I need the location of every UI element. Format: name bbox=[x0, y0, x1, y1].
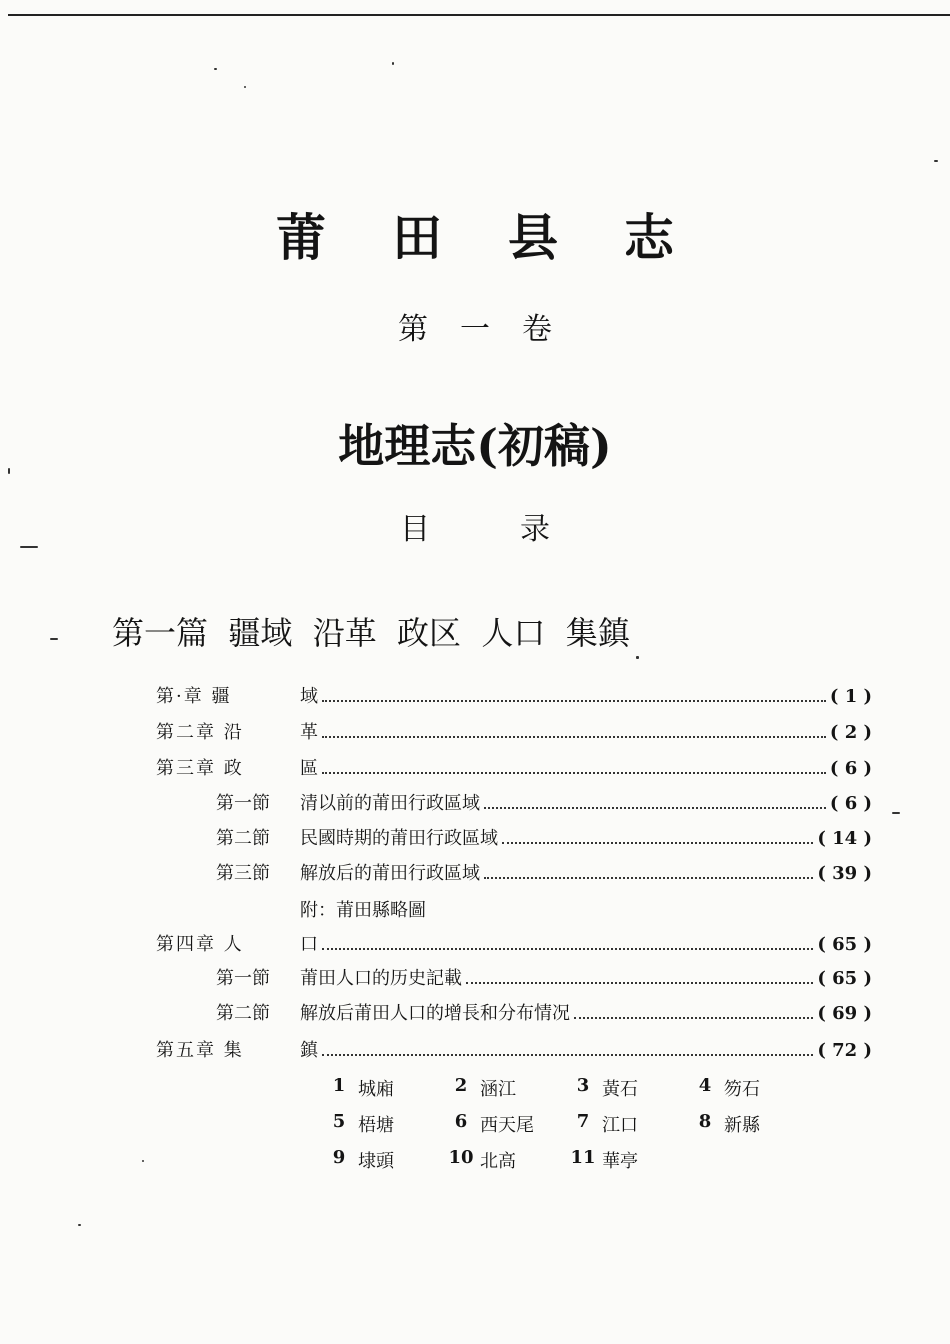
town-item bbox=[442, 1075, 564, 1101]
dot-leader bbox=[322, 934, 813, 950]
dot-leader bbox=[484, 793, 826, 809]
toc-entry-ch3-section-3 bbox=[216, 859, 872, 885]
top-rule bbox=[8, 14, 950, 16]
town-item bbox=[564, 1147, 686, 1173]
scan-speck bbox=[392, 62, 394, 65]
toc-page: ( 65 ) bbox=[817, 968, 872, 989]
toc-entry-chapter-2 bbox=[156, 718, 872, 744]
town-number: 10 bbox=[448, 1147, 474, 1168]
town-item bbox=[320, 1147, 442, 1173]
dot-leader bbox=[322, 758, 826, 774]
toc-page: ( 6 ) bbox=[829, 793, 872, 814]
town-list bbox=[320, 1070, 808, 1178]
toc-entry-ch4-section-1 bbox=[216, 964, 872, 990]
toc-page: ( 6 ) bbox=[829, 758, 872, 779]
town-number: 1 bbox=[332, 1075, 346, 1096]
toc-page: ( 1 ) bbox=[829, 686, 872, 707]
dot-leader bbox=[502, 828, 813, 844]
toc-page: ( 39 ) bbox=[817, 863, 872, 884]
town-item bbox=[442, 1111, 564, 1137]
town-number: 6 bbox=[454, 1111, 468, 1132]
dot-leader bbox=[322, 722, 826, 738]
volume-label: 第一卷 bbox=[398, 312, 584, 347]
toc-entry-ch3-note bbox=[300, 896, 600, 922]
toc-label: 第·章 疆 bbox=[156, 686, 232, 707]
town-name: 西天尾 bbox=[480, 1115, 534, 1136]
town-name: 江口 bbox=[602, 1115, 638, 1136]
toc-title: 解放后莆田人口的增長和分布情况 bbox=[300, 1003, 570, 1024]
toc-title: 附：莆田縣略圖 bbox=[300, 900, 426, 921]
toc-title: 莆田人口的历史記載 bbox=[300, 968, 462, 989]
town-item bbox=[442, 1147, 564, 1173]
toc-entry-chapter-5 bbox=[156, 1036, 872, 1062]
toc-label: 第五章 集 bbox=[156, 1040, 244, 1061]
part-heading: 第一篇 疆域 沿革 政区 人口 集鎮 bbox=[112, 614, 630, 652]
scan-speck bbox=[50, 638, 58, 640]
town-name: 埭頭 bbox=[358, 1151, 394, 1172]
town-row bbox=[320, 1106, 808, 1142]
toc-entry-chapter-1 bbox=[156, 682, 872, 708]
toc-title: 解放后的莆田行政區域 bbox=[300, 863, 480, 884]
town-name: 新縣 bbox=[724, 1115, 760, 1136]
scan-speck bbox=[8, 468, 10, 474]
town-name: 城廂 bbox=[358, 1079, 394, 1100]
town-number: 9 bbox=[332, 1147, 346, 1168]
toc-page: ( 2 ) bbox=[829, 722, 872, 743]
toc-label: 第二章 沿 bbox=[156, 722, 244, 743]
toc-label: 第二節 bbox=[216, 828, 270, 849]
toc-title: 鎮 bbox=[300, 1040, 318, 1061]
town-number: 3 bbox=[576, 1075, 590, 1096]
scan-speck bbox=[142, 1160, 144, 1162]
scan-speck bbox=[934, 160, 938, 162]
town-item bbox=[564, 1075, 686, 1101]
toc-label: 第一節 bbox=[216, 793, 270, 814]
town-item bbox=[320, 1111, 442, 1137]
dot-leader bbox=[322, 1040, 813, 1056]
toc-label: 第三章 政 bbox=[156, 758, 244, 779]
toc-label: 第一節 bbox=[216, 968, 270, 989]
toc-title: 區 bbox=[300, 758, 318, 779]
town-number: 5 bbox=[332, 1111, 346, 1132]
book-title: 莆田县志 bbox=[276, 208, 740, 267]
toc-entry-ch3-section-2 bbox=[216, 824, 872, 850]
toc-label: 第二節 bbox=[216, 1003, 270, 1024]
toc-title: 口 bbox=[300, 934, 318, 955]
toc-entry-chapter-3 bbox=[156, 754, 872, 780]
toc-title: 民國時期的莆田行政區域 bbox=[300, 828, 498, 849]
contents-heading: 目录 bbox=[400, 512, 640, 547]
scan-speck bbox=[20, 546, 38, 548]
scan-speck bbox=[214, 68, 217, 70]
toc-entry-ch3-section-1 bbox=[216, 789, 872, 815]
town-name: 笏石 bbox=[724, 1079, 760, 1100]
town-item bbox=[320, 1075, 442, 1101]
town-name: 北高 bbox=[480, 1151, 516, 1172]
toc-entry-chapter-4 bbox=[156, 930, 872, 956]
town-number: 4 bbox=[698, 1075, 712, 1096]
town-number: 7 bbox=[576, 1111, 590, 1132]
toc-page: ( 72 ) bbox=[817, 1040, 872, 1061]
toc-page: ( 69 ) bbox=[817, 1003, 872, 1024]
toc-label: 第三節 bbox=[216, 863, 270, 884]
town-name: 華亭 bbox=[602, 1151, 638, 1172]
town-item bbox=[564, 1111, 686, 1137]
toc-label: 第四章 人 bbox=[156, 934, 244, 955]
volume-subtitle: 地理志(初稿) bbox=[338, 419, 612, 473]
toc-page: ( 65 ) bbox=[817, 934, 872, 955]
town-name: 梧塘 bbox=[358, 1115, 394, 1136]
town-row bbox=[320, 1142, 808, 1178]
town-name: 黃石 bbox=[602, 1079, 638, 1100]
scan-speck bbox=[636, 656, 639, 659]
town-number: 11 bbox=[570, 1147, 596, 1168]
toc-page: ( 14 ) bbox=[817, 828, 872, 849]
dot-leader bbox=[574, 1003, 813, 1019]
scan-speck bbox=[244, 86, 246, 88]
dot-leader bbox=[484, 863, 813, 879]
town-item bbox=[686, 1111, 808, 1137]
town-number: 2 bbox=[454, 1075, 468, 1096]
town-item bbox=[686, 1075, 808, 1101]
dot-leader bbox=[322, 686, 826, 702]
dot-leader bbox=[466, 968, 813, 984]
town-number: 8 bbox=[698, 1111, 712, 1132]
toc-entry-ch4-section-2 bbox=[216, 999, 872, 1025]
toc-title: 清以前的莆田行政區域 bbox=[300, 793, 480, 814]
scan-speck bbox=[78, 1224, 81, 1226]
town-name: 涵江 bbox=[480, 1079, 516, 1100]
toc-title: 革 bbox=[300, 722, 318, 743]
scan-speck bbox=[892, 812, 900, 814]
town-row bbox=[320, 1070, 808, 1106]
toc-title: 域 bbox=[300, 686, 318, 707]
